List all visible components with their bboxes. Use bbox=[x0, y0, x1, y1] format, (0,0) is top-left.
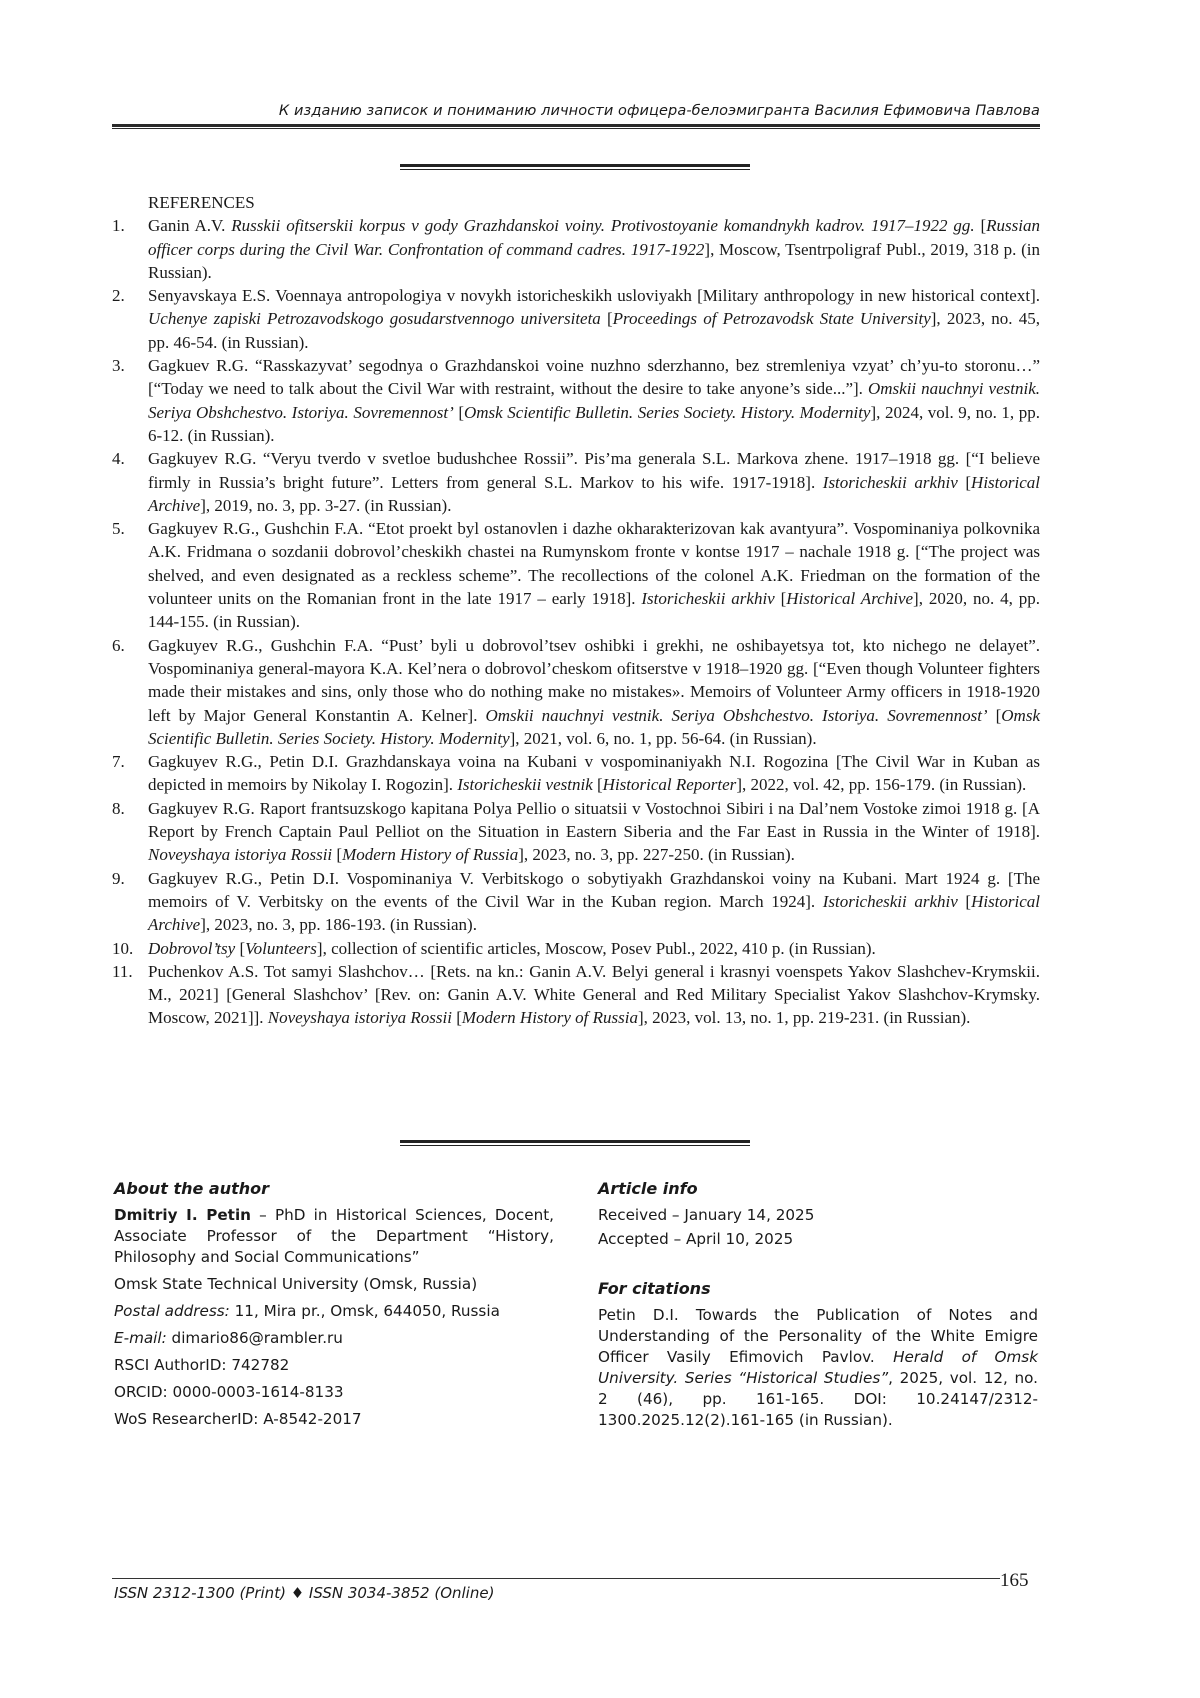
reference-number: 9. bbox=[112, 868, 125, 888]
email-value: dimario86@rambler.ru bbox=[166, 1329, 343, 1347]
reference-segment: [ bbox=[592, 775, 603, 795]
reference-item bbox=[112, 517, 1040, 633]
reference-item bbox=[112, 797, 1040, 867]
postal-value: 11, Mira pr., Omsk, 644050, Russia bbox=[229, 1302, 500, 1320]
reference-item bbox=[112, 634, 1040, 750]
author-rsci: RSCI AuthorID: 742782 bbox=[114, 1356, 290, 1374]
reference-segment: ], 2023, no. 3, pp. 227-250. (in Russian). bbox=[518, 845, 795, 865]
reference-segment: ], 2021, vol. 6, no. 1, pp. 56-64. (in Russian). bbox=[509, 728, 817, 748]
author-postal bbox=[114, 1301, 554, 1322]
reference-segment: [ bbox=[332, 845, 343, 865]
reference-number: 5. bbox=[112, 519, 125, 539]
about-author-title: About the author bbox=[114, 1179, 270, 1198]
author-name: Dmitriy I. Petin bbox=[114, 1206, 251, 1224]
reference-item bbox=[112, 354, 1040, 447]
reference-segment: Gagkuyev R.G. “Veryu tverdo v svetloe budushchee Rossii”. Pis’ma generala S.L. Markova zhene. 1917–1918 gg. [“I believe firmly in Russia’s bright future”. Letters from general S.L. Markov to his wife. 1917-1918]. bbox=[148, 449, 1040, 492]
reference-italic-segment: Historical Archive bbox=[786, 589, 914, 609]
reference-italic-segment: Russian officer corps during the Civil War. Confrontation of command cadres. 1917-1922 bbox=[148, 216, 1040, 259]
reference-number: 10. bbox=[112, 938, 134, 958]
about-author-column bbox=[114, 1178, 554, 1436]
reference-segment: [ bbox=[453, 402, 464, 422]
reference-segment: ], Moscow, Tsentrpoligraf Publ., 2019, 318 p. (in Russian). bbox=[148, 239, 1040, 282]
reference-number: 6. bbox=[112, 635, 125, 655]
references-section bbox=[112, 191, 1040, 1030]
reference-segment: Gagkuev R.G. “Rasskazyvat’ segodnya o Grazhdanskoi voine nuzhno sderzhanno, bez stremleniya vzyat’ ch’yu-to storonu…” [“Today we need to talk about the Civil War with restraint, without the desire to take anyone’s side...”]. bbox=[148, 356, 1040, 399]
reference-italic-segment: Omsk Scientific Bulletin. Series Society. History. Modernity bbox=[464, 402, 871, 422]
reference-item bbox=[112, 214, 1040, 284]
reference-italic-segment: Istoricheskii arkhiv bbox=[641, 589, 775, 609]
reference-segment: Gagkuyev R.G., Gushchin F.A. “Pust’ byli u dobrovol’tsev oshibki i grekhi, ne oshibayetsya tot, kto nichego ne delayet”. Vospominaniya general-mayora K.A. Kel’nera o dobrovol’cheskom ofitserstve v 1918–1920 gg. [“Even though Volunteer fighters made their mistakes and sins, only those who do nothing make no mistakes». Memoirs of Volunteer Army officers in 1918-1920 left by Major General Konstantin A. Kelner]. bbox=[148, 635, 1040, 725]
top-separator bbox=[400, 164, 750, 172]
reference-italic-segment: Dobrovol’tsy bbox=[148, 938, 236, 958]
reference-italic-segment: Proceedings of Petrozavodsk State University bbox=[612, 309, 931, 329]
reference-italic-segment: Historical Reporter bbox=[602, 775, 737, 795]
reference-segment: [ bbox=[957, 891, 972, 911]
citation-part2: , 2025, vol. 12, no. 2 (46), pp. 161-165. DOI: 10.24147/2312-1300.2025.12(2).161-165 (in Russian). bbox=[598, 1369, 1039, 1429]
reference-italic-segment: Historical Archive bbox=[148, 472, 1040, 515]
reference-segment: Senyavskaya E.S. Voennaya antropologiya v novykh istoricheskikh usloviyakh [Military anthropology in new historical context]. bbox=[148, 286, 1040, 306]
reference-italic-segment: Istoricheskii arkhiv bbox=[822, 472, 958, 492]
author-orcid: ORCID: 0000-0003-1614-8133 bbox=[114, 1383, 344, 1401]
reference-segment: ], 2019, no. 3, pp. 3-27. (in Russian). bbox=[200, 495, 452, 515]
reference-segment: Gagkuyev R.G. Raport frantsuzskogo kapitana Polya Pellio o situatsii v Vostochnoi Sibiri i na Dal’nem Vostoke zimoi 1918 g. [A Report by French Captain Paul Pelliot on the Situation in Eastern Siberia and the Far East in Russia in the Winter of 1918]. bbox=[148, 798, 1040, 842]
reference-italic-segment: Istoricheskii vestnik bbox=[457, 775, 593, 795]
postal-label: Postal address: bbox=[114, 1302, 230, 1320]
reference-italic-segment: Noveyshaya istoriya Rossii bbox=[148, 845, 333, 865]
running-header: К изданию записок и пониманию личности офицера-белоэмигранта Василия Ефимовича Павлова bbox=[278, 103, 1040, 119]
reference-segment: ], 2023, vol. 13, no. 1, pp. 219-231. (in Russian). bbox=[638, 1008, 971, 1028]
reference-segment: Gagkuyev R.G., Petin D.I. Vospominaniya V. Verbitskogo o sobytiyakh Grazhdanskoi voiny na Kubani. Mart 1924 g. [The memoirs of V. Verbitsky on the events of the Civil War in the Kuban region. March 1924]. bbox=[148, 868, 1040, 911]
reference-italic-segment: Modern History of Russia bbox=[461, 1008, 638, 1028]
reference-segment: [ bbox=[974, 216, 987, 236]
reference-segment: Puchenkov A.S. Tot samyi Slashchov… [Rets. na kn.: Ganin A.V. Belyi general i krasnyi voenspets Yakov Slashchev-Krymskii. M., 2021] [General Slashchov’ [Rev. on: Ganin A.V. White General and Red Military Specialist Yakov Slashchov-Krymsky. Moscow, 2021]]. bbox=[148, 961, 1040, 1028]
reference-item bbox=[112, 447, 1040, 517]
references-list bbox=[112, 214, 1040, 1029]
reference-italic-segment: Historical Archive bbox=[148, 891, 1041, 935]
accepted-date: Accepted – April 10, 2025 bbox=[598, 1230, 794, 1248]
reference-segment: [ bbox=[451, 1008, 462, 1028]
citation-text bbox=[598, 1305, 1038, 1431]
reference-italic-segment: Omsk Scientific Bulletin. Series Society. History. Modernity bbox=[148, 705, 1040, 748]
reference-italic-segment: Istoricheskii arkhiv bbox=[822, 891, 958, 911]
citation-journal: Herald of Omsk University. Series “Historical Studies” bbox=[598, 1348, 1038, 1387]
received-date: Received – January 14, 2025 bbox=[598, 1206, 815, 1224]
reference-segment: ], collection of scientific articles, Moscow, Posev Publ., 2022, 410 p. (in Russian). bbox=[316, 938, 876, 958]
reference-italic-segment: Omskii nauchnyi vestnik. Seriya Obshchestvo. Istoriya. Sovremennost’ bbox=[148, 379, 1040, 422]
reference-segment: ], 2023, no. 3, pp. 186-193. (in Russian). bbox=[200, 915, 477, 935]
reference-number: 7. bbox=[112, 752, 125, 772]
reference-segment: [ bbox=[774, 589, 787, 609]
reference-segment: ], 2024, vol. 9, no. 1, pp. 6-12. (in Russian). bbox=[148, 402, 1040, 445]
reference-number: 11. bbox=[112, 961, 133, 981]
reference-number: 1. bbox=[112, 216, 125, 236]
author-wos: WoS ResearcherID: A-8542-2017 bbox=[114, 1410, 362, 1428]
reference-number: 8. bbox=[112, 798, 125, 818]
author-description: – PhD in Historical Sciences, Docent, Associate Professor of the Department “History, Philosophy and Social Communications” bbox=[114, 1206, 554, 1266]
references-title: REFERENCES bbox=[148, 193, 255, 212]
reference-italic-segment: Uchenye zapiski Petrozavodskogo gosudarstvennogo universiteta bbox=[148, 309, 601, 329]
reference-segment: [ bbox=[957, 472, 972, 492]
author-bio bbox=[114, 1205, 554, 1268]
reference-item bbox=[112, 960, 1040, 1030]
reference-segment: ], 2020, no. 4, pp. 144-155. (in Russian). bbox=[148, 589, 1040, 632]
reference-italic-segment: Modern History of Russia bbox=[342, 845, 519, 865]
header-rule bbox=[112, 124, 1040, 127]
author-affiliation: Omsk State Technical University (Omsk, Russia) bbox=[114, 1275, 478, 1293]
reference-segment: Gagkuyev R.G., Gushchin F.A. “Etot proekt byl ostanovlen i dazhe okharakterizovan kak avantyura”. Vospominaniya polkovnika A.K. Fridmana o sozdanii dobrovol’cheskikh chastei na Rumynskom fronte v kontse 1917 – nachale 1918 g. [“The project was shelved, and even designated as a reckless scheme”. The recollections of the colonel A.K. Friedman on the formation of the volunteer units on the Romanian front in the late 1917 – early 1918]. bbox=[148, 519, 1040, 609]
citation-part1: Petin D.I. Towards the Publication of Notes and Understanding of the Personality of the White Emigre Officer Vasily Efimovich Pavlov. bbox=[598, 1306, 1038, 1366]
reference-item bbox=[112, 750, 1040, 797]
page-number: 165 bbox=[1000, 1570, 1029, 1591]
citation-title: For citations bbox=[598, 1279, 711, 1298]
author-email bbox=[114, 1328, 554, 1349]
reference-number: 2. bbox=[112, 286, 125, 306]
reference-segment: [ bbox=[235, 938, 246, 958]
reference-number: 4. bbox=[112, 449, 125, 469]
reference-segment: Ganin A.V. bbox=[148, 216, 232, 236]
reference-italic-segment: Russkii ofitserskii korpus v gody Grazhdanskoi voiny. Protivostoyanie komandnykh kadrov. 1917–1922 gg. bbox=[231, 216, 975, 236]
reference-segment: [ bbox=[600, 309, 613, 329]
email-label: E-mail: bbox=[114, 1329, 167, 1347]
reference-number: 3. bbox=[112, 356, 125, 376]
reference-item bbox=[112, 937, 1040, 960]
reference-italic-segment: Omskii nauchnyi vestnik. Seriya Obshchestvo. Istoriya. Sovremennost’ bbox=[485, 705, 988, 725]
reference-segment: Gagkuyev R.G., Petin D.I. Grazhdanskaya voina na Kubani v vospominaniyakh N.I. Rogozina [The Civil War in Kuban as depicted in memoirs by Nikolay I. Rogozin]. bbox=[148, 752, 1040, 795]
middle-separator bbox=[400, 1140, 750, 1148]
article-info-title: Article info bbox=[598, 1179, 698, 1198]
reference-segment: ], 2023, no. 45, pp. 46-54. (in Russian). bbox=[148, 309, 1040, 352]
footer-issn: ISSN 2312-1300 (Print) ♦ ISSN 3034-3852 (Online) bbox=[114, 1584, 495, 1602]
reference-item bbox=[112, 284, 1040, 354]
reference-italic-segment: Noveyshaya istoriya Rossii bbox=[267, 1008, 452, 1028]
reference-item bbox=[112, 867, 1040, 937]
article-info-column bbox=[598, 1178, 1038, 1437]
reference-italic-segment: Volunteers bbox=[245, 938, 317, 958]
reference-segment: [ bbox=[987, 705, 1002, 725]
reference-segment: ], 2022, vol. 42, pp. 156-179. (in Russian). bbox=[736, 775, 1027, 795]
footer-rule bbox=[112, 1578, 1000, 1579]
